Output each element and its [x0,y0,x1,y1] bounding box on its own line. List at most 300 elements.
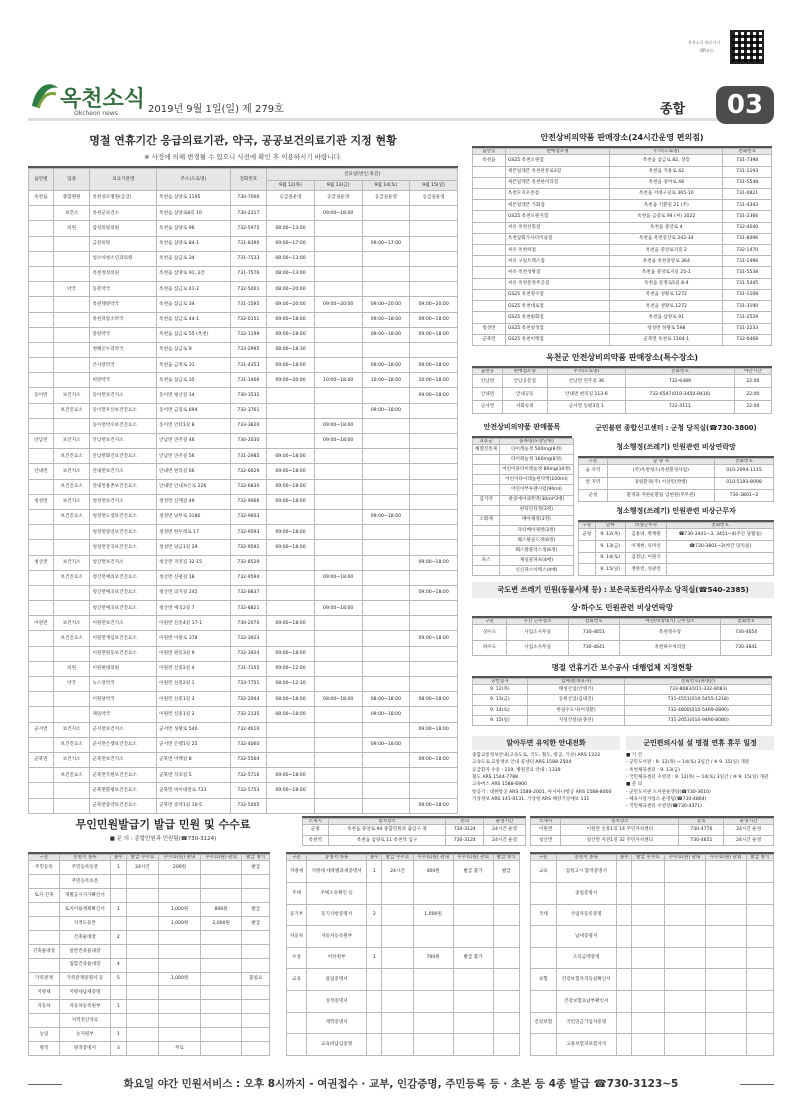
table-row [29,297,458,312]
table-cell: 09:00~18:00 [410,631,458,646]
table-cell [362,585,410,600]
table-cell: 자동차 [29,1000,60,1014]
table-row [473,323,772,334]
list-item: - 국민체육센터 수영장 : 9. 12(목) ~ 14(토) 3일간 / ※ 9. 15(일) 개관 [626,775,769,781]
table-cell [493,882,519,904]
table-cell: 국세 [531,904,557,926]
table-cell [126,1014,159,1028]
drug-items-title: 안전상비의약품 판매품목 [483,423,561,431]
table-cell [473,565,500,575]
table-cell [362,540,410,555]
header-cell: 전화번호 [569,619,620,625]
table-cell: 09:00~18:00 [362,403,410,418]
table-cell [314,282,362,297]
table-cell [410,737,458,752]
table-row [29,206,458,221]
emergency-table [28,168,458,814]
table-cell: 이원당약국 [90,692,157,707]
table-row [29,570,458,585]
table-cell: 09:00~18:00 [267,494,315,509]
table-cell: 9. 13(금) [473,695,528,705]
table-cell: 731-4343 [723,200,772,211]
table-cell [705,991,746,1013]
table-cell: 뉴스랑약국 [90,677,157,692]
table-cell [200,930,242,944]
table-cell: 안내면 [29,464,54,479]
table-cell [362,646,410,661]
table-cell [531,1034,557,1056]
table-cell [453,1034,493,1056]
table-cell: 제일약국 [90,707,157,722]
table-cell [267,798,315,814]
table-row [579,465,774,477]
table-cell: 보건지소 [53,434,90,449]
table-row [473,685,772,695]
table-cell: 판피린티정(3정) [500,505,574,515]
table-cell [110,889,126,903]
table-cell [473,465,500,475]
table-cell [53,798,90,814]
table-cell: 9. 15(일) [473,715,528,725]
table-row [29,677,458,692]
table-cell [159,875,201,889]
table-cell: 씨유 옥천선풍점 [505,222,609,233]
table-cell: 이원면개심보건진료소 [90,631,157,646]
table-cell [362,388,410,403]
table-cell: 옥천읍 성왕로 1272 [610,289,723,300]
header-cell: 날짜 [595,523,625,529]
table-row [579,489,774,501]
table-row [287,991,520,1013]
col-hours: 진료일(반인:휴진) [267,169,458,181]
table-cell: 732-5975 [230,221,267,236]
table-cell [314,540,362,555]
table-cell [664,1012,705,1034]
table-cell: 지적도등본 [59,916,110,930]
table-cell: 22:00 [734,401,771,414]
table-cell: 732-2044 [230,692,267,707]
table-cell [362,722,410,737]
table-cell [126,875,159,889]
table-cell: 2 [367,904,382,926]
table-cell: 청성면 한두래로 17 [157,525,230,540]
table-cell: 옥천읍 삼금로 34 [157,251,230,266]
table-cell [410,616,458,631]
store24-table [472,148,772,346]
table-cell: 09:00~18:00 [267,783,315,798]
table-cell: 일반건축물대장 [59,944,110,958]
table-cell: 집합건축물대장 [59,958,110,972]
table-cell [453,969,493,991]
table-cell: 이원면 신흥2길 1 [157,677,230,692]
table-cell: 발급 불가 [453,861,493,883]
table-cell: 731-1108 [723,289,772,300]
table-row [29,616,458,631]
table-cell: 733-2995 [230,342,267,357]
table-cell: 09:00~18:00 [362,327,410,342]
table-cell [362,783,410,798]
table-cell [53,266,90,281]
table-cell: 옥천읍 삼금로 34 [157,297,230,312]
table-cell [410,646,458,661]
table-row [29,434,458,449]
table-cell [362,449,410,464]
table-cell [362,434,410,449]
table-cell: 군북면 [473,334,506,345]
table-row [29,916,270,930]
table-cell [314,236,362,251]
table-cell: 옥천읍 삼양로 96 [157,221,230,236]
col-day-14: 9월 14(토) [362,181,410,191]
table-cell [410,783,458,798]
table-cell: 1,000원 [159,903,201,917]
table-cell [473,455,500,465]
table-cell [287,1034,307,1056]
table-cell [746,969,773,991]
table-cell: 주택소유확인 등 [306,882,366,904]
list-item: 고속도로 교통정보 안내 콜센터 ARS 1588-2504 [472,760,572,766]
table-cell: 옥천읍 삼금로 35 [157,373,230,388]
table-cell [314,358,362,373]
table-cell: 옥천읍 옥천중앙로 364 [610,256,723,267]
table-cell: 옥천읍 삼양로 91, 2층 [157,266,230,281]
table-cell [473,475,500,485]
list-item: - 국민체육센터 수영장(☎730-4371) [626,804,702,810]
header-cell: 발급 수수료 [126,855,159,861]
table-cell: 태성산업(안병기) [527,685,625,695]
table-cell [473,222,506,233]
table-cell: 한일수도사(이경환) [527,705,625,715]
table-cell: 파스 [473,555,500,565]
table-cell: 어린이용타이레놀정 80mg(10정) [500,465,574,475]
table-cell: 청성면 낭무로 3180 [157,509,230,524]
table-cell: 건축물대장 [59,930,110,944]
table-cell: 09:00~20:00 [267,373,315,388]
table-cell: 지방세 세목별과세증명서 [306,861,366,883]
table-cell [267,403,315,418]
table-row [29,601,458,616]
table-cell: 옥천읍 삼양로8길 10 [157,206,230,221]
table-row [29,930,270,944]
table-cell: 730-2030 [230,434,267,449]
table-cell: 씨유 구일트렉스점 [505,256,609,267]
table-row [303,835,526,845]
table-cell: 군북면 석호길 5 [157,768,230,783]
table-cell [616,947,632,969]
table-cell [746,1012,773,1034]
table-cell: 읍 지역 [579,465,608,477]
header-cell: 운영시간 [484,819,526,825]
table-cell [53,327,90,342]
logo-title: 옥천소식 [60,86,146,112]
garbage-civil-title: 청소행정(쓰레기) 민원관련 비상연락망 [616,443,736,451]
table-cell: 군북면증약보건진료소 [90,798,157,814]
table-cell: 731-5538 [723,267,772,278]
table-cell: 주민등록등본 [59,861,110,875]
table-cell: 등기사항증명서 [306,904,366,926]
table-row [473,401,772,414]
col-name: 의료기관명 [90,169,157,191]
header-cell: 수수료(원) 관내 [664,855,705,861]
table-cell: 군북면국원보건진료소 [90,768,157,783]
table-cell [314,342,362,357]
table-cell [29,251,54,266]
table-cell: 1,000원 [413,904,453,926]
issue-title: 무인민원발급기 발급 민원 및 수수료 [75,818,251,831]
table-cell [29,525,54,540]
header-cell: 전화번호 [723,149,772,155]
table-cell: 청산면에곡보건진료소 [90,601,157,616]
table-cell [473,166,506,177]
garbage-receive-title: 청소행정(쓰레기) 민원관련 비상근무자 [616,507,736,515]
table-cell: ☎730-3801~2(야간 당직실) [667,540,774,552]
table-cell: 보건지소 [53,722,90,737]
table-cell: 732-3923 [230,631,267,646]
table-cell [531,926,557,948]
table-cell: 옥천읍 삼양로 11 옥천역 입구 [328,835,446,845]
table-cell: 732-6547(010-3450-8416) [626,388,734,401]
table-row [29,342,458,357]
table-cell: 군서면 [473,401,503,414]
table-cell: 5 [110,972,126,986]
table-cell [29,449,54,464]
table-row [29,1028,270,1042]
table-row [287,969,520,991]
table-cell [410,206,458,221]
table-cell [126,986,159,1000]
table-cell: GS25 옥천이백점 [505,334,609,345]
table-cell: 지성건설(윤종선) [527,715,625,725]
table-row [287,1034,520,1056]
table-cell: 삼성의원의원 [90,221,157,236]
table-row [29,944,270,958]
table-cell: 어린이타이레놀현탁액(100ml) [500,475,574,485]
table-cell [29,236,54,251]
pharm-duty-title: 명절 연휴기간 보수공사 대행업체 지정현황 [551,663,693,672]
table-cell: 08:00~18:00 [410,692,458,707]
table-cell: 세븐일레븐 옥천한미리점 [505,177,609,188]
table-cell: 09:00~18:00 [267,312,315,327]
table-cell [410,434,458,449]
list-item: 항공기 : 대한항공 ARS 1588-2001, 아시아나항공 ARS 1588-8000 [472,789,612,795]
header-cell: 읍면동 [473,149,506,155]
table-cell [705,969,746,991]
table-cell: 옥천하수처리장 [619,640,721,655]
table-row [473,312,772,323]
table-cell: 08:00~13:00 [267,251,315,266]
header-cell: 문의 [446,819,484,825]
table-cell [632,926,664,948]
table-cell: 1 [110,861,126,875]
table-cell [267,585,315,600]
table-cell: 농지원부 [59,1028,110,1042]
table-row [29,449,458,464]
table-cell: 성적증명서 [306,991,366,1013]
table-cell: 옥천읍 삼금로 9 [157,342,230,357]
table-cell: 동이면우산보건진료소 [90,403,157,418]
table-cell [616,969,632,991]
table-cell: 군북면 증약1길 10-5 [157,798,230,814]
table-row [29,875,270,889]
table-cell [632,861,664,883]
table-row [531,1012,774,1034]
table-cell [126,1028,159,1042]
table-cell: 청성면 산계길 49 [157,494,230,509]
table-cell: 청산면 의지길 245 [157,585,230,600]
table-cell [200,972,242,986]
emergency-table-wrap [28,166,458,814]
table-cell: 보건소 [53,206,90,221]
table-cell: 9. 14(토) [473,705,528,715]
table-cell: 이원면 [29,616,54,631]
table-cell: 이재현, 유미선 [625,540,667,552]
table-cell [362,752,410,767]
table-cell [746,904,773,926]
table-cell: 하수도 [473,640,507,655]
table-cell [616,904,632,926]
table-cell [667,552,774,564]
table-cell: 응급실운영 [362,191,410,206]
table-cell [362,768,410,783]
table-cell [746,1034,773,1056]
table-cell: 병적증명서 [59,1042,110,1056]
table-cell [159,958,201,972]
table-cell [453,1012,493,1034]
table-cell: 병적 [29,1042,60,1056]
table-cell [267,722,315,737]
table-row [531,969,774,991]
table-cell [126,958,159,972]
table-cell [267,555,315,570]
special-wrap [472,366,772,414]
table-cell: 732-4610 [230,722,267,737]
table-cell [362,342,410,357]
table-cell: 732-9594 [230,570,267,585]
table-cell: 옥천읍 삼금로 41-2 [157,282,230,297]
table-cell [29,768,54,783]
table-cell: 09:00~18:00 [362,312,410,327]
table-cell [200,1014,242,1028]
table-cell: 청소아청소년과의원 [90,251,157,266]
table-cell: 신신파스아렉스(4매) [500,565,574,575]
list-item: 응급환자 수송 : 119, 병원진료 안내 : 1339 [472,767,561,773]
table-cell [410,525,458,540]
table-cell: 옥천읍 [473,155,506,166]
table-row [29,861,270,875]
table-cell: 소화제 [473,515,500,525]
table-cell [579,564,596,576]
table-cell: 베아제정(3정) [500,515,574,525]
table-cell: 안남면 연주길 46 [157,434,230,449]
table-cell: 어선원부 [306,947,366,969]
table-cell [53,312,90,327]
table-cell: 토지이용계획확인서 [59,903,110,917]
table-cell: 730-2070 [230,616,267,631]
table-cell: 종합병원 [53,191,90,206]
table-cell: 1 [110,1028,126,1042]
table-row [29,191,458,206]
table-cell [314,494,362,509]
header-cell: 증명서 종류 [556,855,616,861]
table-cell [29,585,54,600]
header-cell: 종수 [367,855,382,861]
table-cell: 731-5548 [723,177,772,188]
table-cell [382,882,413,904]
table-cell: 옥천읍 중앙로지길 25-1 [610,267,723,278]
table-cell: 큰사랑약국 [90,358,157,373]
table-cell: 730-4776 [679,825,724,835]
table-cell [29,540,54,555]
table-cell: 200원 [159,861,201,875]
table-cell: 안내면 현리길 66 [157,464,230,479]
table-cell: 청성면 [29,494,54,509]
table-cell [29,646,54,661]
table-cell: 732-1470 [723,245,772,256]
table-cell [473,505,500,515]
fees3-wrap [530,852,774,1056]
table-cell [29,903,60,917]
table-cell: 군서면 동평3길 1 [547,401,626,414]
table-cell [126,889,159,903]
table-cell: 1,000원 [159,916,201,930]
table-cell: 청산면예의보건진료소 [90,570,157,585]
table-cell [410,403,458,418]
table-row [29,494,458,509]
table-cell [473,525,500,535]
table-cell [314,768,362,783]
table-cell: 가족관계증명서 등 [59,972,110,986]
table-cell [53,418,90,433]
table-cell [110,1014,126,1028]
table-cell: 731-8390 [230,236,267,251]
table-cell [705,861,746,883]
table-cell: GS25 옥천명수점 [505,289,609,300]
table-cell [367,969,382,991]
footer-text: 화요일 야간 민원서비스 : 오후 8시까지 - 여권접수 · 교부, 인감증명, 주민등록 등 · 초본 등 4종 발급 ☎730-3123~5 [123,1078,679,1090]
table-cell [53,251,90,266]
table-cell: 개별공시지가확인서 [59,889,110,903]
table-cell [667,564,774,576]
table-cell [200,1028,242,1042]
table-cell: 옥천역 [303,835,329,845]
table-cell [616,991,632,1013]
table-cell: 08:00~13:00 [267,266,315,281]
table-cell: 안남면 연주길 56 [157,449,230,464]
table-cell [362,418,410,433]
table-cell: 군서면 성왕로 540 [157,722,230,737]
table-cell: 지적전산자료 [59,1014,110,1028]
table-cell [314,752,362,767]
table-cell: 옥천모지포천점 [505,188,609,199]
table-cell [29,737,54,752]
table-cell: 732-3924 [230,646,267,661]
table-row [287,1012,520,1034]
table-cell [746,926,773,948]
table-cell [314,585,362,600]
table-cell [531,947,557,969]
list-item: 기상정보 ARS 141-0131, 기상청 ARS 해양기상예보 131 [472,797,590,803]
table-cell: 졸업증명서 [306,969,366,991]
table-cell: 9. 13(금) [595,540,625,552]
table-cell [413,1034,453,1056]
table-row [531,825,774,835]
national-road-notice: 국도변 쓰레기 민원(동물사체 등) : 보은국토관리사무소 당직실(☎540-2385) [472,582,774,598]
water-wrap [472,616,772,656]
list-item: ■ 기 간 [626,753,643,758]
table-cell: 731-1595 [230,297,267,312]
table-cell: 730-3532 [230,388,267,403]
table-cell: 청성면도장보건진료소 [90,509,157,524]
